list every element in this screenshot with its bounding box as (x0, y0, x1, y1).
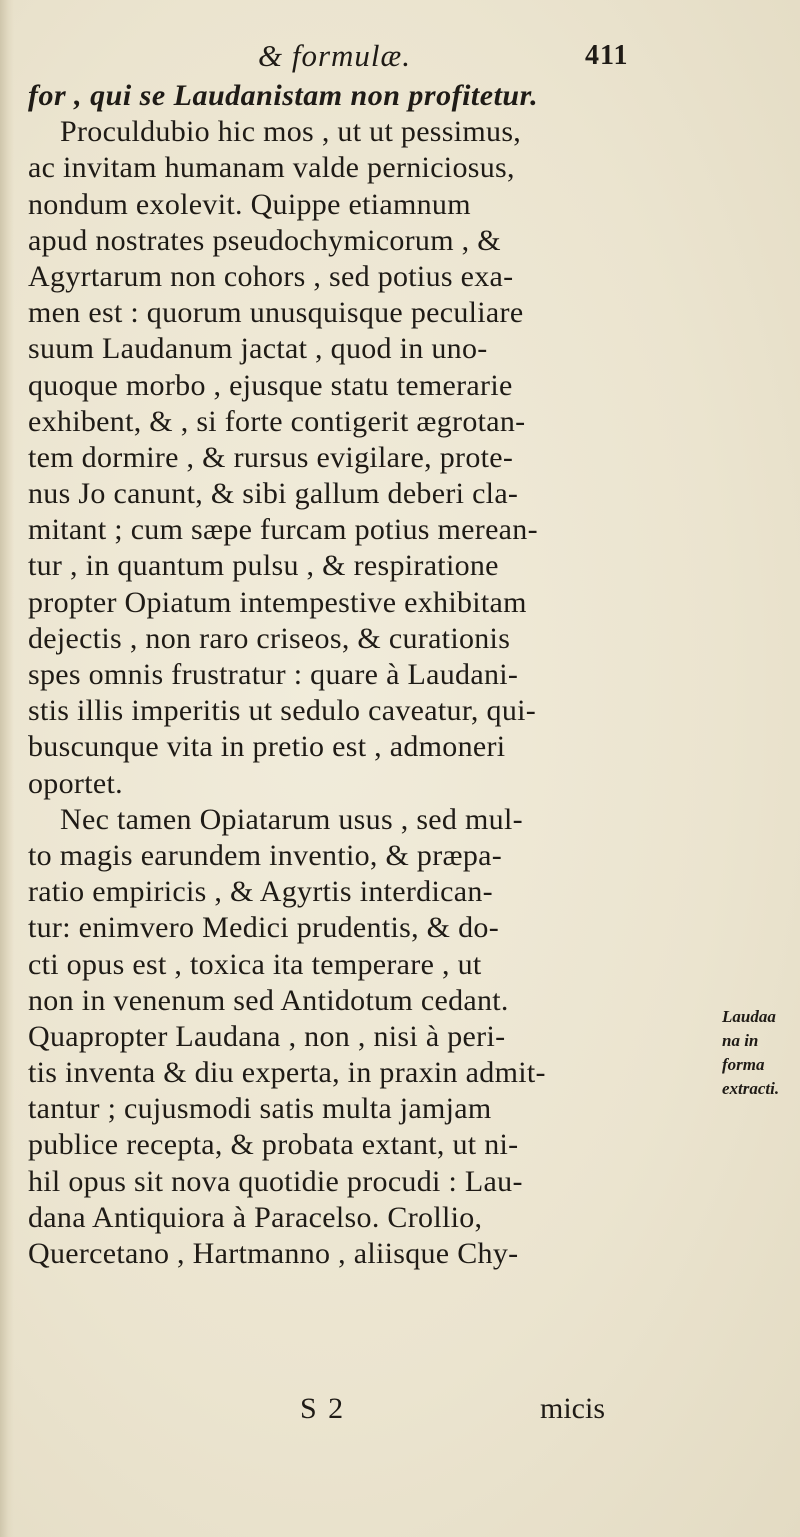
text-line: Quapropter Laudana , non , nisi à peri- (28, 1019, 506, 1053)
marginal-note-line: extracti. (722, 1079, 780, 1098)
text-line: tem dormire , & rursus evigilare, prote- (28, 440, 514, 474)
text-line: ac invitam humanam valde perniciosus, (28, 151, 515, 185)
text-line: tur: enimvero Medici prudentis, & do- (28, 911, 500, 945)
text-line: stis illis imperitis ut sedulo caveatur, qui- (28, 694, 537, 728)
marginal-note-line: na in (722, 1031, 759, 1050)
text-line: publice recepta, & probata extant, ut ni- (28, 1128, 519, 1162)
text-line: ratio empiricis , & Agyrtis interdican- (28, 875, 493, 909)
catchword: micis (540, 1392, 605, 1425)
text-line: Agyrtarum non cohors , sed potius exa- (28, 259, 514, 293)
text-line: mitant ; cum sæpe furcam potius merean- (28, 513, 538, 547)
marginal-note-line: Laudaa (722, 1007, 776, 1026)
marginal-note-line: forma (722, 1055, 765, 1074)
text-line: for , qui se Laudanistam non profitetur. (28, 79, 539, 112)
text-line: quoque morbo , ejusque statu temerarie (28, 368, 513, 402)
text-line: tantur ; cujusmodi satis multa jamjam (28, 1092, 492, 1126)
body-text (28, 78, 718, 1272)
page-gutter-shadow (0, 0, 14, 1537)
text-line: propter Opiatum intempestive exhibitam (28, 585, 527, 619)
page-number: 411 (585, 40, 629, 71)
text-line: nondum exolevit. Quippe etiamnum (28, 187, 471, 221)
marginal-note (722, 1005, 800, 1101)
text-line: non in venenum sed Antidotum cedant. (28, 983, 509, 1017)
text-line: cti opus est , toxica ita temperare , ut (28, 947, 482, 981)
running-head (0, 38, 800, 78)
text-line: spes omnis frustratur : quare à Laudani- (28, 658, 519, 691)
text-line: apud nostrates pseudochymicorum , & (28, 223, 501, 257)
text-line: exhibent, & , si forte contigerit ægrotan- (28, 404, 526, 438)
text-line: dana Antiquiora à Paracelso. Crollio, (28, 1200, 483, 1234)
text-line: dejectis , non raro criseos, & curationis (28, 621, 511, 655)
text-line: oportet. (28, 766, 123, 800)
text-line: Proculdubio hic mos , ut ut pessimus, (60, 115, 522, 149)
text-line: Quercetano , Hartmanno , aliisque Chy- (28, 1237, 519, 1270)
signature-mark: S 2 (300, 1392, 346, 1425)
text-line: to magis earundem inventio, & præpa- (28, 838, 503, 872)
text-line: tur , in quantum pulsu , & respiratione (28, 549, 499, 583)
text-line: tis inventa & diu experta, in praxin admit- (28, 1056, 546, 1090)
text-line: Nec tamen Opiatarum usus , sed mul- (60, 802, 523, 836)
running-title: & formulæ. (258, 38, 411, 73)
text-line: buscunque vita in pretio est , admoneri (28, 730, 506, 764)
text-line: men est : quorum unusquisque peculiare (28, 296, 524, 330)
text-line: suum Laudanum jactat , quod in uno- (28, 332, 488, 366)
text-line: nus Jo canunt, & sibi gallum deberi cla- (28, 477, 519, 511)
text-line: hil opus sit nova quotidie procudi : Lau- (28, 1164, 523, 1198)
